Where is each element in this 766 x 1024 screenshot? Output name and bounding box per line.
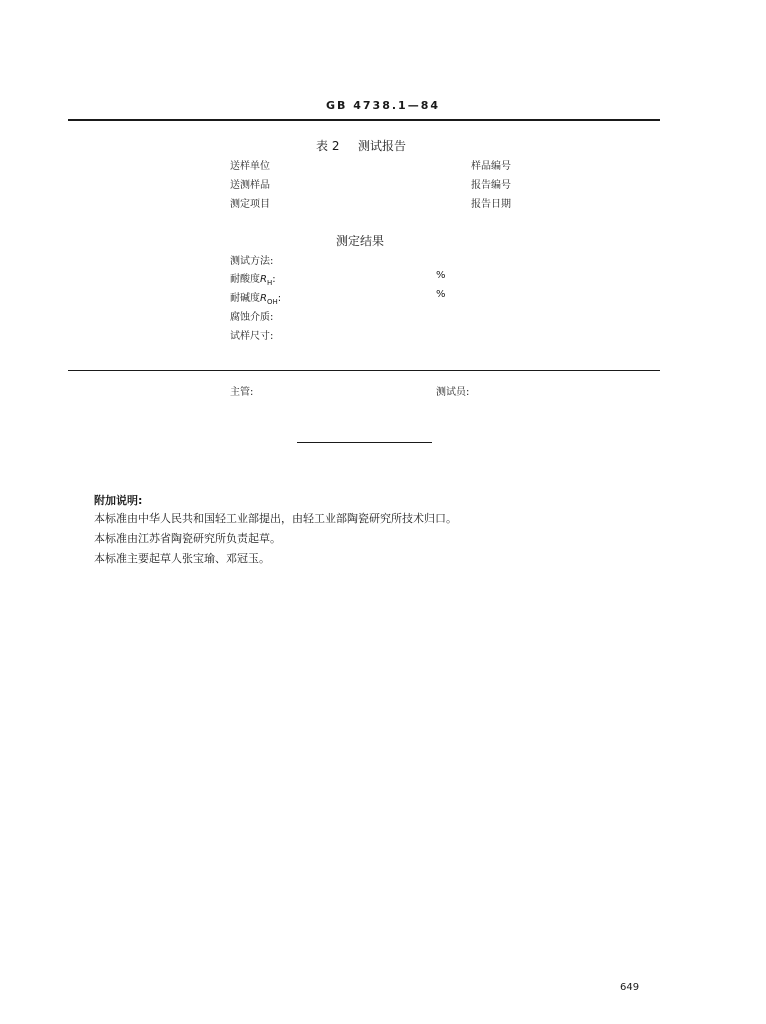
standard-number: GB 4738.1—84 — [326, 99, 440, 112]
results-heading: 测定结果 — [336, 234, 385, 248]
test-method-label: 测试方法: — [230, 256, 274, 267]
table-caption-title: 测试报告 — [358, 139, 407, 153]
field-sample-number: 样品编号 — [471, 161, 511, 172]
field-test-item: 测定项目 — [230, 199, 270, 210]
acid-resistance-label — [230, 270, 276, 287]
field-report-number: 报告编号 — [471, 180, 511, 191]
supervisor-label: 主管: — [230, 387, 254, 398]
notes-heading: 附加说明: — [94, 494, 143, 507]
acid-resistance-colon: : — [272, 274, 276, 285]
page-number: 649 — [620, 982, 640, 993]
field-report-date: 报告日期 — [471, 199, 511, 210]
header-rule — [68, 119, 660, 121]
corrosive-medium-label: 腐蚀介质: — [230, 312, 274, 323]
table-bottom-rule — [68, 370, 660, 371]
alkali-resistance-label — [230, 289, 281, 306]
acid-resistance-unit: % — [436, 270, 446, 281]
notes-line: 本标准主要起草人张宝瑜、邓冠玉。 — [94, 552, 270, 565]
sample-size-label: 试样尺寸: — [230, 331, 274, 342]
acid-resistance-subscript: H — [266, 279, 273, 287]
acid-resistance-symbol: R — [260, 274, 267, 285]
alkali-resistance-text: 耐碱度 — [230, 293, 260, 304]
alkali-resistance-unit: % — [436, 289, 446, 300]
end-divider — [297, 442, 432, 443]
notes-line: 本标准由中华人民共和国轻工业部提出，由轻工业部陶瓷研究所技术归口。 — [94, 512, 457, 525]
tester-label: 测试员: — [436, 387, 470, 398]
acid-resistance-text: 耐酸度 — [230, 274, 260, 285]
field-sender: 送样单位 — [230, 161, 270, 172]
table-caption-number: 表 2 — [316, 139, 340, 153]
field-sample: 送测样品 — [230, 180, 270, 191]
alkali-resistance-colon: : — [277, 293, 282, 304]
alkali-resistance-symbol: R — [260, 293, 267, 304]
alkali-resistance-subscript: OH — [266, 298, 278, 306]
notes-line: 本标准由江苏省陶瓷研究所负责起草。 — [94, 532, 281, 545]
